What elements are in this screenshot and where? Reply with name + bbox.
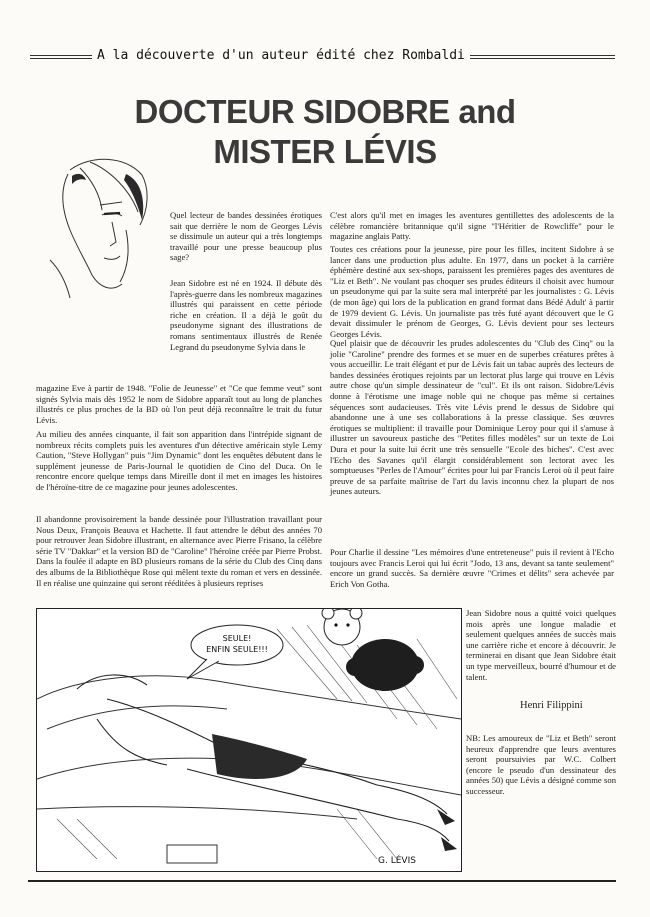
speech-bubble-line1: SEULE! — [222, 634, 252, 643]
comic-illustration — [36, 608, 462, 872]
biography-paragraph-1a: Jean Sidobre est né en 1924. Il débute dès l'après-guerre dans les nombreux magazines illustrés qui paraissent en cette période riche en création. Il a déjà le goût du pseudonyme signant des illustrations de romans sentimentaux illustrés de Renée Legrand du pseudonyme Sylvia dans le — [170, 278, 322, 352]
artist-signature: G. LÉVIS — [378, 856, 416, 866]
right-paragraph-3: Quel plaisir que de découvrir les prudes adolescentes du "Club des Cinq" ou la jolie "Caroline" prendre des formes et se muer en de superbes créatures prêtes à vous accueillir. Le trait élégant et pur de Lévis fait un tabac auprès des lecteurs de bandes dessinées érotiques rejoints par un lectorat plus large qui trouve en Lévis autre chose qu'un simple dessinateur de "cul". Et ils ont raison. Sidobre/Lévis donne à l'érotisme une image noble qui ne choque pas même si certaines séquences sont audacieuses. Très vite Lévis prend le dessus de Sidobre qui abandonne une à une ses collaborations à la presse classique. Ses œuvres érotiques se multiplient: il travaille pour Dominique Leroy pour qui il s'amuse à illustrer un savoureux pastiche des "Petites filles modèles" sur un texte de Loi Dura et pour la suite lui écrit une très sensuelle "Ecole des biches". C'est avec l'Echo des Savanes qu'il élargit considérablement son lectorat avec les somptueuses "Perles de l'Amour" écrites pour lui par Francis Leroi où il peut faire preuve de sa parfaite maîtrise de l'art du lavis inconnu chez la plupart de nos jeunes auteurs. — [330, 338, 614, 497]
intro-paragraph: Quel lecteur de bandes dessinées érotiques sait que derrière le nom de Georges Lévis se dissimule un auteur qui a très longtemps travaillé pour une presse beaucoup plus sage? — [170, 210, 322, 263]
biography-paragraph-3: Il abandonne provisoirement la bande dessinée pour l'illustration travaillant pour Nous Deux, François Beauva et Hachette. Il faut attendre le début des années 70 pour retrouver Jean Sidobre illustrant, en alternance avec Pierre Frisano, la célèbre série TV "Dakkar" et la version BD de "Caroline" l'héroïne créée par Pierre Probst. Dans la foulée il adapte en BD plusieurs romans de la série du Club des Cinq dans des albums de la Bibliothèque Rose qui mêlent texte du roman et vers en dessinée. Il en réalise une quinzaine qui seront rééditées à plusieurs reprises — [36, 514, 322, 588]
nb-note: NB: Les amoureux de "Liz et Beth" seront heureux d'apprendre que leurs aventures seront poursuivies par W.C. Colbert (encore le pseudo d'un dessinateur des années 50) que Lévis a désigné comme son successeur. — [466, 733, 616, 796]
biography-paragraph-1b: magazine Eve à partir de 1948. "Folie de Jeunesse" et "Ce que femme veut" sont signés Sylvia mais dès 1952 le nom de Sidobre apparaît tout au long de planches illustrés ce plus proches de la BD où l'on peut déjà reconnaître le trait du futur Lévis. — [36, 383, 322, 425]
illustration-drawing — [37, 609, 461, 871]
right-paragraph-2: Toutes ces créations pour la jeunesse, pire pour les filles, incitent Sidobre à se lancer dans une production plus adulte. En 1977, dans un pocket à la carrière éphémère destiné aux sex-shops, paraissent les premières pages des aventures de "Liz et Beth". Ne voulant pas choquer ses prudes éditeurs il choisit avec humour un pseudonyme qui par la suite sera mal interprété par les journalistes : G. Lévis (de mon âge) qui lors de la publication en grand format dans Bédé Adult' à partir de 1979 devient G. Lévis. Un journaliste pas très futé ayant découvert que le G devait dissimuler le prénom de Georges, G. Lévis devient pour ses lecteurs Georges Lévis. — [330, 244, 614, 339]
banner-text: A la découverte d'un auteur édité chez Rombaldi — [92, 48, 470, 64]
bottom-rule — [28, 880, 616, 882]
article-title-line2: MISTER LÉVIS — [213, 133, 437, 170]
right-paragraph-4: Pour Charlie il dessine "Les mémoires d'une entreteneuse" puis il revient à l'Echo toujours avec Francis Leroi qui lui écrit "Jodo, 13 ans, devant sa tante seulement" encore un grand succès. Sa dernière œuvre "Crimes et délits" sera achevée par Erich Von Gotha. — [330, 547, 614, 589]
speech-bubble-line2: ENFIN SEULE!!! — [206, 645, 268, 654]
biography-paragraph-2: Au milieu des années cinquante, il fait son apparition dans l'intrépide signant de nombreux récits complets puis les aventures d'un détective américain style Lemy Caution, "Steve Hollygan" puis "Jim Dynamic" dont les enquêtes débutent dans le supplément jeunesse de Paris-Journal le quotidien de Cino del Duca. On le rencontre encore quelque temps dans Mireille dont il met en images les histoires de l'héroïne-titre de ce magazine pour jeunes adolescentes. — [36, 429, 322, 492]
closing-paragraph: Jean Sidobre nous a quitté voici quelques mois après une longue maladie et seulement quelques années de succès mais une carrière riche et encore à découvrir. Je terminerai en disant que Jean Sidobre était un type merveilleux, bourré d'humour et de talent. — [466, 608, 616, 682]
section-banner — [30, 48, 615, 64]
author-signature: Henri Filippini — [520, 700, 583, 711]
article-title-line1: DOCTEUR SIDOBRE and — [134, 93, 516, 130]
right-paragraph-1: C'est alors qu'il met en images les aventures gentillettes des adolescents de la célèbre romancière britannique qu'il signe "l'Héritier de Rowcliffe" pour le magazine anglais Patty. — [330, 210, 614, 242]
portrait-sketch — [30, 150, 170, 300]
